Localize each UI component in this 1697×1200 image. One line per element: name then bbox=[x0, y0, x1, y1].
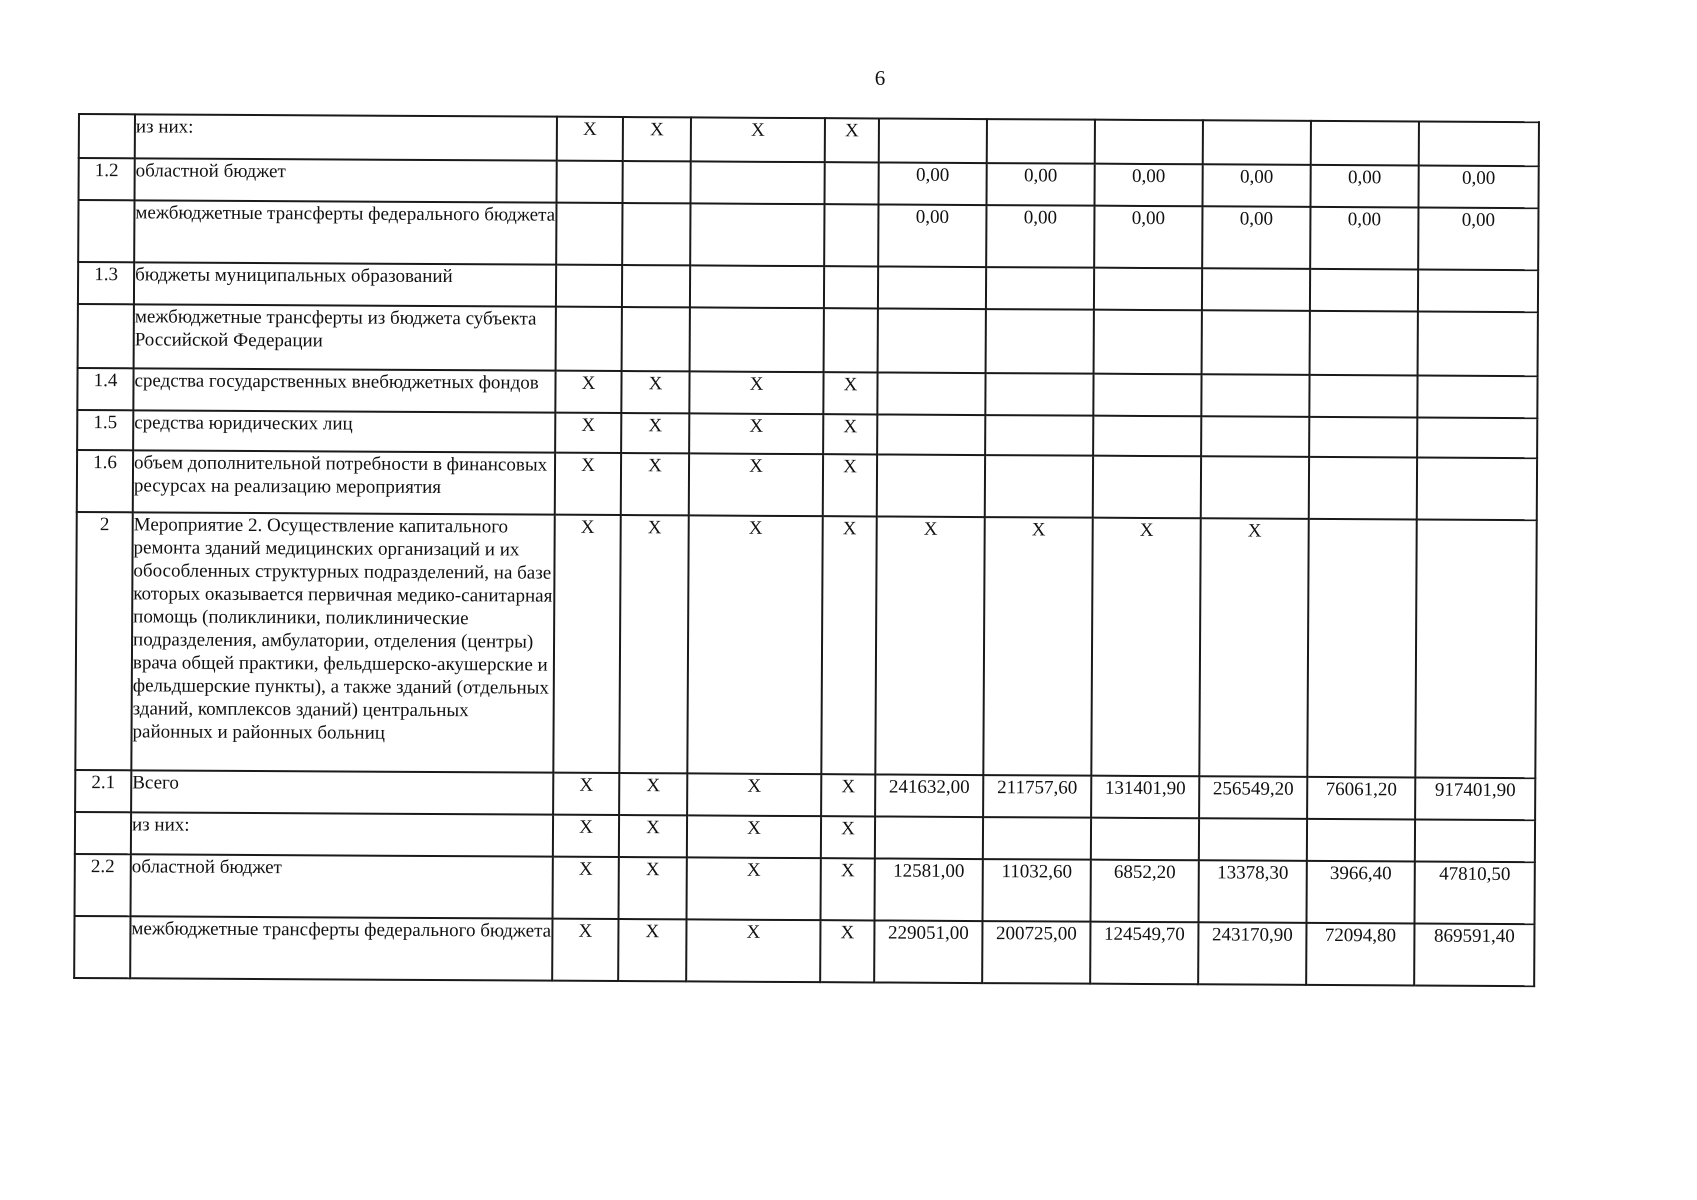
amount-cell bbox=[1093, 416, 1201, 457]
x-mark-cell: X bbox=[621, 453, 689, 515]
amount-cell: 241632,00 bbox=[875, 774, 983, 817]
x-mark-cell bbox=[622, 203, 690, 265]
amount-cell bbox=[877, 414, 985, 455]
table-row bbox=[78, 304, 1538, 376]
x-mark-cell: X bbox=[821, 858, 875, 920]
amount-cell bbox=[1309, 417, 1417, 458]
amount-cell: 243170,90 bbox=[1198, 922, 1306, 985]
x-mark-cell bbox=[556, 265, 622, 307]
amount-cell: 0,00 bbox=[879, 162, 987, 205]
amount-cell bbox=[1094, 268, 1202, 311]
amount-cell bbox=[1202, 268, 1310, 311]
x-mark-cell: X bbox=[557, 117, 623, 161]
row-number-cell: 1.4 bbox=[77, 368, 133, 410]
amount-cell: 131401,90 bbox=[1091, 776, 1199, 819]
x-mark-cell: X bbox=[825, 118, 879, 162]
amount-cell: 0,00 bbox=[1094, 206, 1202, 269]
amount-cell bbox=[985, 373, 1093, 416]
amount-cell bbox=[1418, 269, 1538, 312]
x-mark-cell: X bbox=[555, 413, 621, 453]
amount-cell: 47810,50 bbox=[1414, 861, 1534, 924]
amount-cell bbox=[983, 817, 1091, 860]
row-name-cell: из них: bbox=[131, 812, 553, 856]
x-mark-cell: X bbox=[619, 773, 687, 815]
x-mark-cell bbox=[690, 265, 824, 308]
x-mark-cell bbox=[557, 161, 623, 203]
row-number-cell bbox=[74, 916, 130, 978]
amount-cell bbox=[1309, 375, 1417, 418]
amount-cell: 0,00 bbox=[878, 204, 986, 267]
amount-cell bbox=[1310, 269, 1418, 312]
row-name-cell: из них: bbox=[135, 114, 557, 160]
row-name-cell: межбюджетные трансферты из бюджета субъекта Российской Федерации bbox=[134, 304, 556, 370]
x-mark-cell: X bbox=[820, 920, 874, 982]
amount-cell: 0,00 bbox=[986, 163, 1094, 206]
x-mark-cell: X bbox=[555, 371, 621, 413]
x-mark-cell: X bbox=[823, 414, 877, 454]
amount-cell: X bbox=[983, 517, 1092, 776]
x-mark-cell bbox=[622, 265, 690, 307]
amount-cell bbox=[1201, 416, 1309, 457]
amount-cell: 6852,20 bbox=[1090, 860, 1198, 923]
x-mark-cell: X bbox=[689, 453, 823, 516]
amount-cell: 0,00 bbox=[1418, 207, 1538, 270]
amount-cell bbox=[1202, 310, 1310, 375]
amount-cell: 256549,20 bbox=[1199, 776, 1307, 819]
table-row bbox=[78, 200, 1538, 270]
row-number-cell: 1.5 bbox=[77, 410, 133, 450]
amount-cell: 0,00 bbox=[1202, 206, 1310, 269]
row-number-cell: 2.1 bbox=[75, 770, 131, 812]
page-number: 6 bbox=[874, 66, 886, 90]
amount-cell bbox=[877, 454, 985, 517]
x-mark-cell: X bbox=[555, 453, 621, 515]
amount-cell bbox=[1091, 818, 1199, 861]
x-mark-cell bbox=[690, 307, 824, 372]
x-mark-cell: X bbox=[686, 919, 820, 982]
x-mark-cell bbox=[623, 161, 691, 203]
row-name-cell: Мероприятие 2. Осуществление капитального ремонта зданий медицинских организаций и их обособленных структурных подразделений, на базе которых оказывается первичная медико-санитарная помощь (поликлиники, поликлинические подразделения, амбулатории, отделения (центры) врача общей практики, фельдшерско-акушерские и фельдшерские пункты), а также зданий (отдельных зданий, комплексов зданий) центральных районных и районных больниц bbox=[131, 512, 554, 772]
row-name-cell: областной бюджет bbox=[135, 158, 557, 202]
table-row bbox=[75, 512, 1536, 778]
amount-cell bbox=[1417, 417, 1537, 458]
x-mark-cell bbox=[690, 203, 824, 266]
x-mark-cell: X bbox=[687, 773, 821, 816]
row-name-cell: Всего bbox=[131, 770, 553, 814]
row-name-cell: межбюджетные трансферты федерального бюджета bbox=[130, 916, 552, 980]
x-mark-cell: X bbox=[821, 774, 875, 816]
amount-cell bbox=[1419, 121, 1539, 166]
x-mark-cell: X bbox=[621, 371, 689, 413]
amount-cell: X bbox=[875, 516, 984, 775]
amount-cell bbox=[1093, 456, 1201, 519]
amount-cell bbox=[1311, 121, 1419, 166]
x-mark-cell: X bbox=[823, 454, 877, 516]
amount-cell: 124549,70 bbox=[1090, 922, 1198, 985]
x-mark-cell: X bbox=[553, 815, 619, 857]
x-mark-cell: X bbox=[552, 919, 618, 981]
amount-cell: 0,00 bbox=[1094, 164, 1202, 207]
amount-cell bbox=[1417, 375, 1537, 418]
amount-cell bbox=[985, 415, 1093, 456]
x-mark-cell bbox=[556, 203, 622, 265]
amount-cell: 76061,20 bbox=[1307, 777, 1415, 820]
x-mark-cell bbox=[824, 266, 878, 308]
amount-cell: 200725,00 bbox=[982, 921, 1090, 984]
row-name-cell: бюджеты муниципальных образований bbox=[134, 262, 556, 306]
x-mark-cell: X bbox=[687, 857, 821, 920]
amount-cell: 0,00 bbox=[1418, 165, 1538, 208]
row-number-cell: 1.6 bbox=[77, 450, 133, 512]
row-name-cell: средства юридических лиц bbox=[133, 410, 555, 452]
financing-table bbox=[73, 113, 1540, 987]
x-mark-cell: X bbox=[623, 117, 691, 161]
row-number-cell: 1.2 bbox=[79, 158, 135, 200]
x-mark-cell bbox=[824, 204, 878, 266]
table-row bbox=[75, 854, 1535, 924]
amount-cell: 0,00 bbox=[1310, 207, 1418, 270]
amount-cell: 229051,00 bbox=[874, 920, 982, 983]
x-mark-cell: X bbox=[621, 413, 689, 453]
x-mark-cell: X bbox=[553, 515, 620, 773]
amount-cell bbox=[875, 816, 983, 859]
amount-cell: 869591,40 bbox=[1414, 923, 1534, 986]
amount-cell bbox=[877, 372, 985, 415]
x-mark-cell: X bbox=[691, 117, 825, 162]
amount-cell bbox=[1307, 519, 1416, 778]
x-mark-cell: X bbox=[553, 773, 619, 815]
x-mark-cell bbox=[825, 162, 879, 204]
row-number-cell bbox=[75, 812, 131, 854]
amount-cell: 13378,30 bbox=[1198, 860, 1306, 923]
table-body bbox=[74, 114, 1539, 986]
amount-cell: 0,00 bbox=[986, 205, 1094, 268]
x-mark-cell: X bbox=[687, 815, 821, 858]
x-mark-cell: X bbox=[619, 857, 687, 919]
amount-cell bbox=[1310, 311, 1418, 376]
x-mark-cell: X bbox=[619, 515, 688, 773]
row-name-cell: объем дополнительной потребности в финансовых ресурсах на реализацию мероприятия bbox=[133, 450, 555, 514]
x-mark-cell bbox=[824, 308, 878, 372]
amount-cell: 11032,60 bbox=[983, 859, 1091, 922]
row-number-cell: 2 bbox=[75, 512, 132, 770]
amount-cell: 0,00 bbox=[1310, 165, 1418, 208]
x-mark-cell bbox=[691, 161, 825, 204]
amount-cell bbox=[987, 119, 1095, 164]
amount-cell bbox=[1417, 457, 1537, 520]
amount-cell: X bbox=[1091, 518, 1200, 777]
row-number-cell bbox=[78, 304, 134, 368]
amount-cell: 917401,90 bbox=[1415, 777, 1535, 820]
amount-cell: 3966,40 bbox=[1306, 861, 1414, 924]
x-mark-cell bbox=[622, 307, 690, 371]
amount-cell bbox=[1418, 311, 1538, 376]
row-name-cell: средства государственных внебюджетных фондов bbox=[133, 368, 555, 412]
amount-cell bbox=[879, 118, 987, 163]
amount-cell bbox=[1203, 120, 1311, 165]
amount-cell: 72094,80 bbox=[1306, 923, 1414, 986]
x-mark-cell: X bbox=[821, 516, 876, 774]
amount-cell: X bbox=[1199, 518, 1308, 777]
row-number-cell: 1.3 bbox=[78, 262, 134, 304]
table-row bbox=[77, 450, 1537, 520]
row-name-cell: областной бюджет bbox=[131, 854, 553, 918]
amount-cell bbox=[1093, 374, 1201, 417]
amount-cell bbox=[985, 455, 1093, 518]
x-mark-cell: X bbox=[618, 919, 686, 981]
amount-cell bbox=[1199, 818, 1307, 861]
x-mark-cell: X bbox=[689, 371, 823, 414]
amount-cell bbox=[878, 266, 986, 309]
row-number-cell: 2.2 bbox=[75, 854, 131, 916]
x-mark-cell: X bbox=[619, 815, 687, 857]
x-mark-cell: X bbox=[687, 515, 822, 774]
row-number-cell bbox=[79, 114, 135, 158]
amount-cell bbox=[1309, 457, 1417, 520]
amount-cell bbox=[1094, 310, 1202, 375]
amount-cell bbox=[1201, 456, 1309, 519]
amount-cell bbox=[986, 267, 1094, 310]
row-number-cell bbox=[78, 200, 134, 262]
amount-cell bbox=[878, 308, 986, 373]
amount-cell bbox=[1095, 120, 1203, 165]
x-mark-cell: X bbox=[689, 413, 823, 454]
x-mark-cell: X bbox=[553, 857, 619, 919]
amount-cell: 12581,00 bbox=[875, 858, 983, 921]
amount-cell bbox=[1415, 819, 1535, 862]
row-name-cell: межбюджетные трансферты федерального бюджета bbox=[134, 200, 556, 264]
x-mark-cell: X bbox=[823, 372, 877, 414]
amount-cell bbox=[1201, 374, 1309, 417]
amount-cell bbox=[1307, 819, 1415, 862]
table-row bbox=[74, 916, 1534, 986]
x-mark-cell bbox=[556, 307, 622, 371]
amount-cell: 0,00 bbox=[1202, 164, 1310, 207]
x-mark-cell: X bbox=[821, 816, 875, 858]
amount-cell: 211757,60 bbox=[983, 775, 1091, 818]
amount-cell bbox=[1415, 519, 1536, 778]
amount-cell bbox=[986, 309, 1094, 374]
